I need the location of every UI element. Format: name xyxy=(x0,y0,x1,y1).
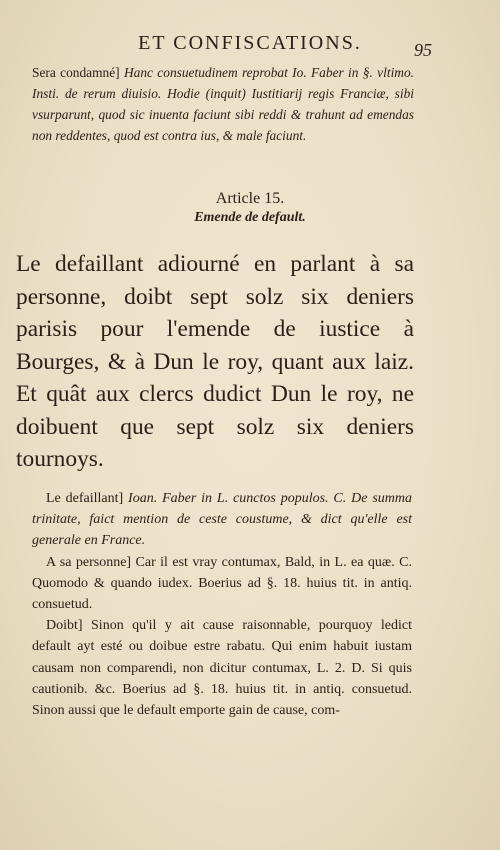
top-paragraph-lead: Sera condamné] xyxy=(32,65,120,80)
main-article-text xyxy=(16,248,414,476)
commentary-lemma-2: A sa personne] xyxy=(46,554,132,570)
commentary-text-1: Ioan. Faber in L. cunctos populos. C. De summa trinitate, faict mention de ceste coustume, & dict qu'elle est generale en France. xyxy=(32,491,412,549)
commentary-text-2: Car il est vray contumax, Bald, in L. ea quæ. C. Quomodo & quando iudex. Boerius ad §. 18. huius tit. in antiq. consuetud. xyxy=(32,554,412,613)
commentary xyxy=(32,488,412,721)
page-number: 95 xyxy=(414,40,432,60)
commentary-text-3: Sinon qu'il y ait cause raisonnable, pourquoy ledict default ayt esté ou doibue estre rabatu. Qui enim habuit iustam causam non comparendi, non dicitur contumax, L. 2. D. Si quis cautionib. &c. Boerius ad §. 18. huius tit. in antiq. consuetud. Sinon aussi que le default emporte gain de cause, com- xyxy=(32,618,412,719)
top-paragraph-body: Hanc consuetudinem reprobat Io. Faber in §. vltimo. Insti. de rerum diuisio. Hodie (inquit) Iustitiarij regis Franciæ, sibi vsurparunt, quod sic inuenta faciunt sibi reddi & trahunt ad emendas non reddentes, quod est contra ius, & male faciunt. xyxy=(32,65,414,143)
article-heading: Article 15. xyxy=(215,190,285,207)
main-article-paragraph: Le defaillant adiourné en parlant à sa personne, doibt sept solz six deniers parisis pour l'emende de iustice à Bourges, & à Dun le roy, quant aux laiz. Et quât aux clercs dudict Dun le roy, ne doibuent que sept solz six deniers tournoys. xyxy=(16,251,414,472)
page-header xyxy=(0,30,500,60)
article-subheading: Emende de default. xyxy=(194,210,306,225)
commentary-paragraph-2 xyxy=(32,552,412,616)
running-head: ET CONFISCATIONS. xyxy=(138,32,362,54)
commentary-lemma-3: Doibt] xyxy=(46,618,83,634)
commentary-paragraph-1 xyxy=(32,488,412,552)
top-paragraph xyxy=(32,62,414,146)
commentary-paragraph-3 xyxy=(32,615,412,721)
commentary-lemma-1: Le defaillant] xyxy=(46,491,124,506)
